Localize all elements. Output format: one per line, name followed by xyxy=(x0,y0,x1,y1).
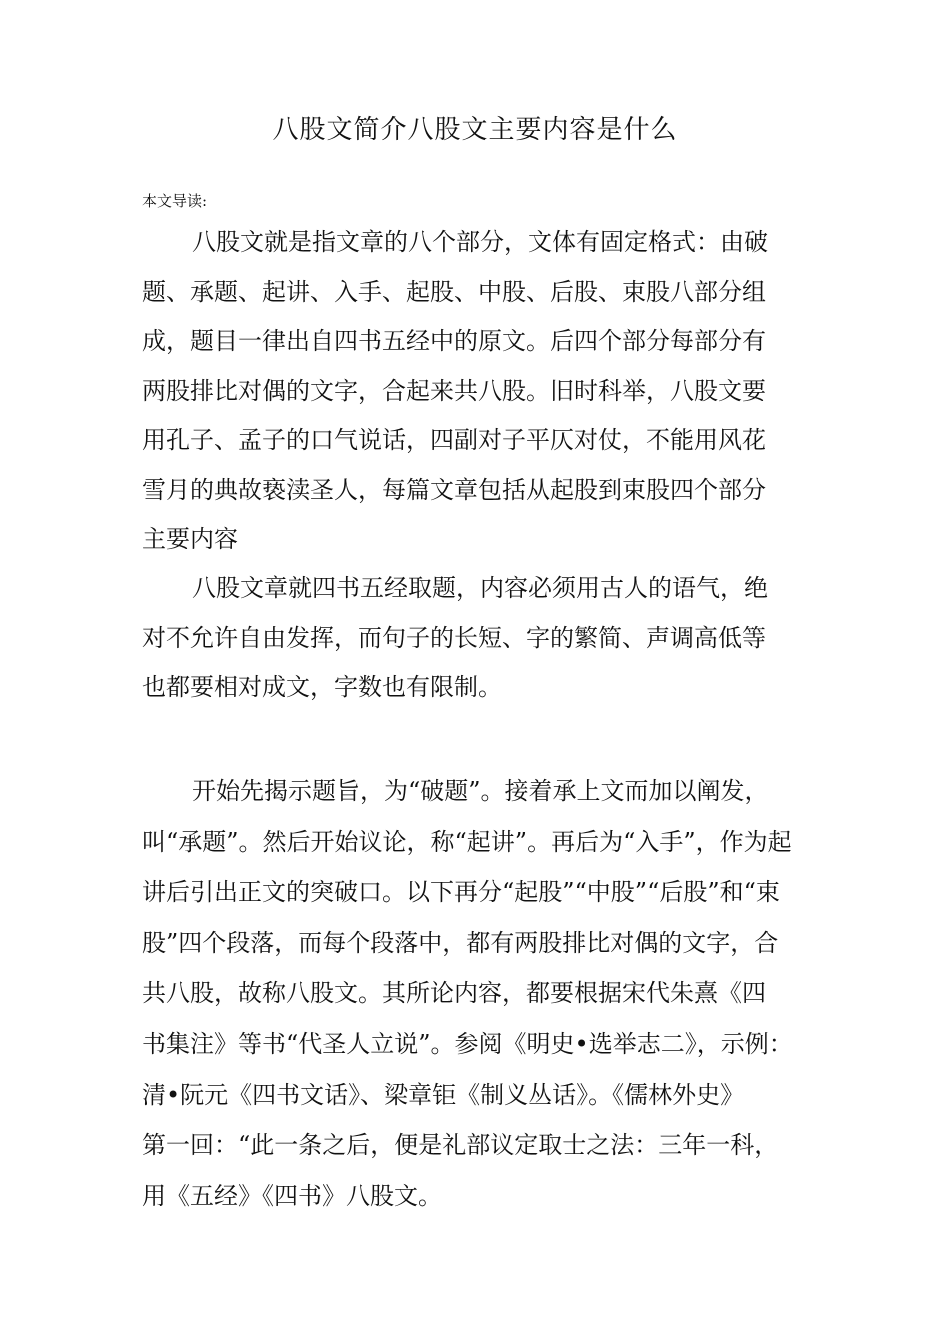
paragraph-line: 讲后引出正文的突破口。以下再分“起股”“中股”“后股”和“束 xyxy=(142,878,780,907)
paragraph-line: 对不允许自由发挥，而句子的长短、字的繁简、声调高低等 xyxy=(142,623,766,652)
paragraph-line: 主要内容 xyxy=(142,525,238,553)
paragraph-line: 书集注》等书“代圣人立说”。参阅《明史•选举志二》，示例： xyxy=(142,1029,793,1058)
paragraph-3 xyxy=(142,766,842,1221)
paragraph-line: 八股文就是指文章的八个部分，文体有固定格式：由破 xyxy=(192,228,768,256)
paragraph-line: 雪月的典故亵渎圣人，每篇文章包括从起股到束股四个部分 xyxy=(142,475,766,504)
document-title: 八股文简介八股文主要内容是什么 xyxy=(272,115,678,145)
paragraph-line: 两股排比对偶的文字，合起来共八股。旧时科举，八股文要 xyxy=(142,376,766,405)
paragraph-line: 叫“承题”。然后开始议论，称“起讲”。再后为“入手”，作为起 xyxy=(142,827,792,856)
paragraph-line: 共八股，故称八股文。其所论内容，都要根据宋代朱熹《四 xyxy=(142,979,766,1008)
guide-label: 本文导读: xyxy=(142,192,208,210)
paragraph-line: 用《五经》《四书》八股文。 xyxy=(142,1181,442,1210)
paragraph-line: 题、承题、起讲、入手、起股、中股、后股、束股八部分组 xyxy=(142,277,766,306)
paragraph-line: 第一回：“此一条之后，便是礼部议定取士之法：三年一科， xyxy=(142,1131,779,1160)
paragraph-line: 成，题目一律出自四书五经中的原文。后四个部分每部分有 xyxy=(142,327,766,355)
paragraph-line: 用孔子、孟子的口气说话，四副对子平仄对仗，不能用风花 xyxy=(142,426,766,454)
paragraph-line: 股”四个段落，而每个段落中，都有两股排比对偶的文字，合 xyxy=(142,928,779,957)
paragraph-line: 八股文章就四书五经取题，内容必须用古人的语气，绝 xyxy=(192,574,768,602)
paragraph-line: 清•阮元《四书文话》、梁章钜《制义丛话》。《儒林外史》 xyxy=(142,1080,745,1109)
paragraph-line: 开始先揭示题旨，为“破题”。接着承上文而加以阐发， xyxy=(192,777,769,805)
paragraph-line: 也都要相对成文，字数也有限制。 xyxy=(142,673,502,701)
paragraph-2 xyxy=(142,564,810,713)
paragraph-1 xyxy=(142,218,810,565)
